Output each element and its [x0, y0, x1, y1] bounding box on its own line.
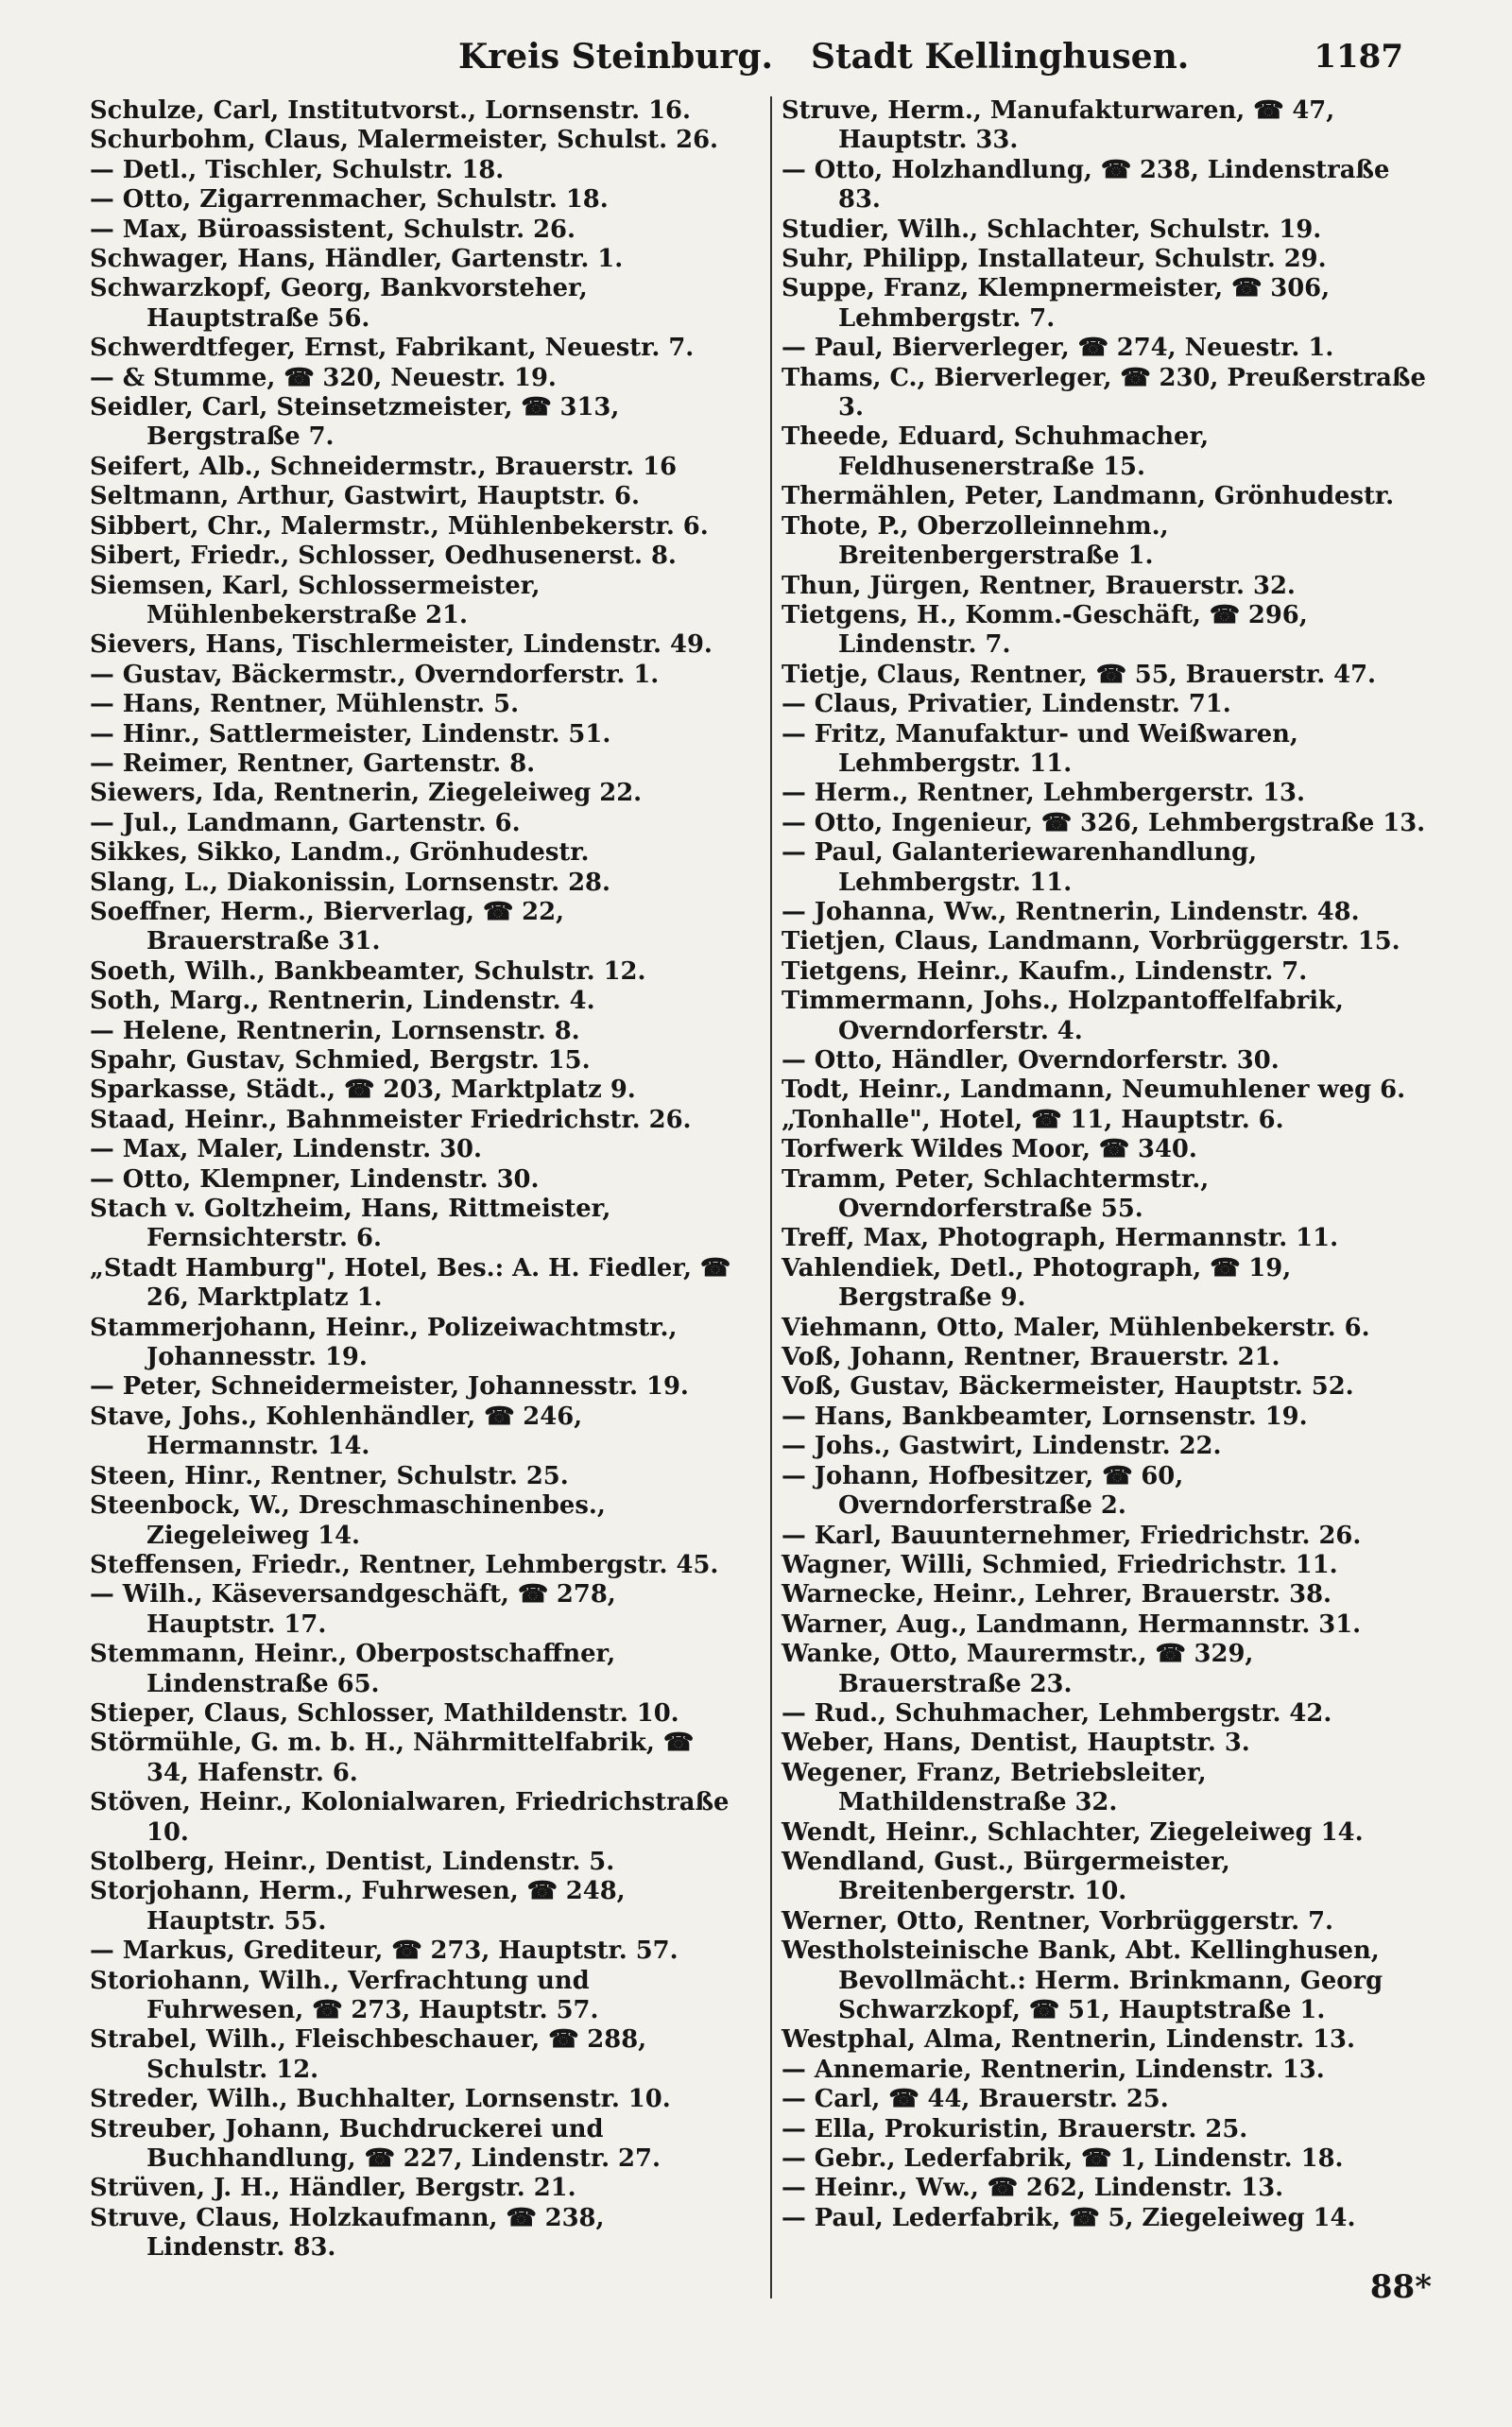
- directory-entry: Streuber, Johann, Buchdruckerei und Buchhandlung, ☎ 227, Lindenstr. 27.: [90, 2114, 661, 2174]
- directory-entry: — Otto, Klempner, Lindenstr. 30.: [90, 1164, 540, 1194]
- directory-entry: Stemmann, Heinr., Oberpostschaffner, Lindenstraße 65.: [90, 1640, 616, 1698]
- directory-entry: — Johs., Gastwirt, Lindenstr. 22.: [782, 1432, 1222, 1461]
- directory-entry: Storiohann, Wilh., Verfrachtung und Fuhrwesen, ☎ 273, Hauptstr. 57.: [90, 1966, 599, 2024]
- directory-entry: Timmermann, Johs., Holzpantoffelfabrik, Overndorferstr. 4.: [782, 987, 1344, 1045]
- directory-entry: „Tonhalle", Hotel, ☎ 11, Hauptstr. 6.: [782, 1105, 1284, 1134]
- header-titles: [458, 37, 1189, 77]
- directory-entry: — & Stumme, ☎ 320, Neuestr. 19.: [90, 363, 557, 392]
- directory-entry: Staad, Heinr., Bahnmeister Friedrichstr. 26.: [90, 1105, 692, 1134]
- directory-entry: Strabel, Wilh., Fleischbeschauer, ☎ 288, Schulstr. 12.: [90, 2025, 647, 2084]
- directory-entry: Strüven, J. H., Händler, Bergstr. 21.: [90, 2174, 576, 2203]
- directory-entry: Westholsteinische Bank, Abt. Kellinghusen, Bevollmächt.: Herm. Brinkmann, Georg Schwarzkopf, ☎ 51, Hauptstraße 1.: [782, 1936, 1383, 2024]
- directory-entry: — Johann, Hofbesitzer, ☎ 60, Overndorferstraße 2.: [782, 1461, 1184, 1521]
- directory-entry: Tietgens, H., Komm.-Geschäft, ☎ 296, Lindenstr. 7.: [782, 600, 1308, 660]
- directory-entry: Tietjen, Claus, Landmann, Vorbrüggerstr. 15.: [782, 927, 1400, 956]
- directory-entry: Torfwerk Wildes Moor, ☎ 340.: [782, 1135, 1197, 1164]
- town-title: Stadt Kellinghusen.: [811, 37, 1190, 77]
- directory-entry: — Otto, Händler, Overndorferstr. 30.: [782, 1046, 1280, 1075]
- directory-entry: — Claus, Privatier, Lindenstr. 71.: [782, 690, 1231, 719]
- directory-entry: Theede, Eduard, Schuhmacher, Feldhusenerstraße 15.: [782, 422, 1210, 481]
- directory-entry: Wendland, Gust., Bürgermeister, Breitenbergerstr. 10.: [782, 1847, 1230, 1906]
- directory-entry: Struve, Claus, Holzkaufmann, ☎ 238, Lindenstr. 83.: [90, 2203, 605, 2263]
- directory-entry: — Otto, Ingenieur, ☎ 326, Lehmbergstraße 13.: [782, 808, 1426, 837]
- directory-entry: Sievers, Hans, Tischlermeister, Lindenstr. 49.: [90, 630, 713, 660]
- directory-entry: Stolberg, Heinr., Dentist, Lindenstr. 5.: [90, 1847, 615, 1876]
- directory-entry: Wanke, Otto, Maurermstr., ☎ 329, Brauerstraße 23.: [782, 1640, 1254, 1698]
- directory-entry: Thams, C., Bierverleger, ☎ 230, Preußerstraße 3.: [782, 363, 1426, 422]
- directory-entry: — Hans, Rentner, Mühlenstr. 5.: [90, 690, 520, 719]
- directory-entry: Weber, Hans, Dentist, Hauptstr. 3.: [782, 1729, 1250, 1758]
- directory-entry: — Karl, Bauunternehmer, Friedrichstr. 26.: [782, 1521, 1362, 1550]
- directory-entry: — Max, Büroassistent, Schulstr. 26.: [90, 215, 576, 244]
- directory-entry: — Johanna, Ww., Rentnerin, Lindenstr. 48.: [782, 897, 1360, 926]
- directory-entry: Slang, L., Diakonissin, Lornsenstr. 28.: [90, 868, 610, 897]
- directory-entry: Suppe, Franz, Klempnermeister, ☎ 306, Lehmbergstr. 7.: [782, 274, 1331, 333]
- directory-entry: Schurbohm, Claus, Malermeister, Schulst. 26.: [90, 126, 719, 155]
- directory-entry: Tramm, Peter, Schlachtermstr., Overndorferstraße 55.: [782, 1164, 1210, 1224]
- directory-entry: Studier, Wilh., Schlachter, Schulstr. 19.: [782, 215, 1322, 244]
- directory-entry: — Reimer, Rentner, Gartenstr. 8.: [90, 749, 536, 778]
- directory-entry: Stammerjohann, Heinr., Polizeiwachtmstr., Johannesstr. 19.: [90, 1313, 678, 1372]
- directory-entry: Siemsen, Karl, Schlossermeister, Mühlenbekerstraße 21.: [90, 571, 541, 629]
- directory-entry: Thote, P., Oberzolleinnehm., Breitenbergerstraße 1.: [782, 511, 1169, 571]
- directory-entry: Stieper, Claus, Schlosser, Mathildenstr. 10.: [90, 1698, 679, 1728]
- directory-entry: — Otto, Zigarrenmacher, Schulstr. 18.: [90, 185, 609, 215]
- directory-entry: — Helene, Rentnerin, Lornsenstr. 8.: [90, 1016, 580, 1045]
- directory-entry: Siewers, Ida, Rentnerin, Ziegeleiweg 22.: [90, 779, 643, 808]
- directory-entry: — Detl., Tischler, Schulstr. 18.: [90, 155, 505, 184]
- directory-entry: Warner, Aug., Landmann, Hermannstr. 31.: [782, 1609, 1362, 1639]
- directory-entry: Wegener, Franz, Betriebsleiter, Mathildenstraße 32.: [782, 1758, 1207, 1817]
- directory-entry: Suhr, Philipp, Installateur, Schulstr. 29.: [782, 245, 1327, 274]
- directory-entry: Struve, Herm., Manufakturwaren, ☎ 47, Hauptstr. 33.: [782, 96, 1335, 155]
- directory-entry: Soeth, Wilh., Bankbeamter, Schulstr. 12.: [90, 956, 646, 986]
- page-number: 1187: [1314, 38, 1403, 76]
- directory-entry: — Paul, Lederfabrik, ☎ 5, Ziegeleiweg 14.: [782, 2203, 1356, 2232]
- directory-entry: Vahlendiek, Detl., Photograph, ☎ 19, Bergstraße 9.: [782, 1253, 1292, 1313]
- directory-entry: — Otto, Holzhandlung, ☎ 238, Lindenstraße 83.: [782, 155, 1390, 215]
- directory-entry: Störmühle, G. m. b. H., Nährmittelfabrik, ☎ 34, Hafenstr. 6.: [90, 1729, 694, 1787]
- directory-entry: — Markus, Grediteur, ☎ 273, Hauptstr. 57.: [90, 1936, 679, 1966]
- directory-entry: — Jul., Landmann, Gartenstr. 6.: [90, 808, 521, 837]
- directory-entry: — Ella, Prokuristin, Brauerstr. 25.: [782, 2114, 1248, 2143]
- directory-entry: Seidler, Carl, Steinsetzmeister, ☎ 313, Bergstraße 7.: [90, 393, 620, 452]
- directory-entry: Sibbert, Chr., Malermstr., Mühlenbekerstr. 6.: [90, 511, 709, 541]
- right-column: [770, 96, 1432, 2298]
- directory-entry: — Hinr., Sattlermeister, Lindenstr. 51.: [90, 719, 611, 749]
- directory-entry: Steen, Hinr., Rentner, Schulstr. 25.: [90, 1461, 569, 1490]
- directory-entry: Sikkes, Sikko, Landm., Grönhudestr.: [90, 838, 590, 868]
- directory-entry: Tietje, Claus, Rentner, ☎ 55, Brauerstr. 47.: [782, 660, 1377, 689]
- directory-entry: Soth, Marg., Rentnerin, Lindenstr. 4.: [90, 987, 595, 1016]
- directory-entry: Warnecke, Heinr., Lehrer, Brauerstr. 38.: [782, 1580, 1332, 1609]
- directory-entry: — Heinr., Ww., ☎ 262, Lindenstr. 13.: [782, 2174, 1284, 2203]
- left-column: [90, 96, 732, 2298]
- directory-entry: Steffensen, Friedr., Rentner, Lehmbergstr. 45.: [90, 1550, 719, 1579]
- directory-entry: — Gebr., Lederfabrik, ☎ 1, Lindenstr. 18.: [782, 2144, 1344, 2174]
- directory-entry: Thun, Jürgen, Rentner, Brauerstr. 32.: [782, 571, 1296, 600]
- district-title: Kreis Steinburg.: [458, 37, 774, 77]
- directory-entry: Voß, Johann, Rentner, Brauerstr. 21.: [782, 1343, 1280, 1372]
- directory-entry: „Stadt Hamburg", Hotel, Bes.: A. H. Fiedler, ☎ 26, Marktplatz 1.: [90, 1253, 731, 1313]
- directory-entry: Schwager, Hans, Händler, Gartenstr. 1.: [90, 245, 624, 274]
- directory-entry: Sparkasse, Städt., ☎ 203, Marktplatz 9.: [90, 1076, 636, 1105]
- directory-entry: Todt, Heinr., Landmann, Neumuhlener weg 6.: [782, 1076, 1406, 1105]
- directory-entry: — Peter, Schneidermeister, Johannesstr. 19.: [90, 1372, 689, 1402]
- sheet-signature: 88*: [1369, 2268, 1432, 2306]
- directory-entry: Thermählen, Peter, Landmann, Grönhudestr.: [782, 482, 1395, 511]
- directory-entry: Soeffner, Herm., Bierverlag, ☎ 22, Brauerstraße 31.: [90, 897, 564, 956]
- directory-entry: — Wilh., Käseversandgeschäft, ☎ 278, Hauptstr. 17.: [90, 1580, 616, 1639]
- directory-entry: Steenbock, W., Dreschmaschinenbes., Ziegeleiweg 14.: [90, 1491, 606, 1550]
- directory-entry: Seifert, Alb., Schneidermstr., Brauerstr. 16: [90, 452, 678, 481]
- directory-entry: Streder, Wilh., Buchhalter, Lornsenstr. 10.: [90, 2085, 671, 2114]
- directory-entry: Werner, Otto, Rentner, Vorbrüggerstr. 7.: [782, 1906, 1334, 1936]
- directory-entry: — Paul, Galanteriewarenhandlung, Lehmbergstr. 11.: [782, 838, 1258, 897]
- directory-entry: Stave, Johs., Kohlenhändler, ☎ 246, Hermannstr. 14.: [90, 1402, 583, 1461]
- page-header: [90, 28, 1403, 85]
- directory-entry: — Herm., Rentner, Lehmbergerstr. 13.: [782, 779, 1305, 808]
- directory-entry: Wagner, Willi, Schmied, Friedrichstr. 11.: [782, 1550, 1338, 1579]
- directory-entry: Voß, Gustav, Bäckermeister, Hauptstr. 52.: [782, 1372, 1354, 1402]
- directory-entry: Stach v. Goltzheim, Hans, Rittmeister, Fernsichterstr. 6.: [90, 1195, 611, 1253]
- directory-entry: — Rud., Schuhmacher, Lehmbergstr. 42.: [782, 1698, 1332, 1728]
- directory-entry: Treff, Max, Photograph, Hermannstr. 11.: [782, 1224, 1339, 1253]
- directory-entry: — Fritz, Manufaktur- und Weißwaren, Lehmbergstr. 11.: [782, 719, 1298, 778]
- directory-entry: Schwerdtfeger, Ernst, Fabrikant, Neuestr. 7.: [90, 334, 695, 363]
- directory-entry: — Hans, Bankbeamter, Lornsenstr. 19.: [782, 1402, 1308, 1431]
- directory-entry: Wendt, Heinr., Schlachter, Ziegeleiweg 14.: [782, 1817, 1364, 1847]
- directory-entry: Stöven, Heinr., Kolonialwaren, Friedrichstraße 10.: [90, 1788, 730, 1847]
- directory-entry: — Annemarie, Rentnerin, Lindenstr. 13.: [782, 2055, 1325, 2084]
- directory-entry: Westphal, Alma, Rentnerin, Lindenstr. 13.: [782, 2025, 1355, 2055]
- directory-entry: Schwarzkopf, Georg, Bankvorsteher, Hauptstraße 56.: [90, 274, 588, 333]
- directory-entry: Spahr, Gustav, Schmied, Bergstr. 15.: [90, 1046, 591, 1075]
- directory-entry: — Carl, ☎ 44, Brauerstr. 25.: [782, 2085, 1169, 2114]
- directory-entry: Storjohann, Herm., Fuhrwesen, ☎ 248, Hauptstr. 55.: [90, 1877, 626, 1936]
- directory-entry: Seltmann, Arthur, Gastwirt, Hauptstr. 6.: [90, 482, 640, 511]
- directory-entry: — Gustav, Bäckermstr., Overndorferstr. 1.: [90, 660, 660, 689]
- directory-entry: Schulze, Carl, Institutvorst., Lornsenstr. 16.: [90, 96, 691, 125]
- directory-entry: Tietgens, Heinr., Kaufm., Lindenstr. 7.: [782, 956, 1308, 986]
- directory-entry: — Paul, Bierverleger, ☎ 274, Neuestr. 1.: [782, 334, 1334, 363]
- directory-entry: Sibert, Friedr., Schlosser, Oedhusenerst. 8.: [90, 542, 677, 571]
- directory-entry: — Max, Maler, Lindenstr. 30.: [90, 1135, 482, 1164]
- directory-entry: Viehmann, Otto, Maler, Mühlenbekerstr. 6.: [782, 1313, 1370, 1342]
